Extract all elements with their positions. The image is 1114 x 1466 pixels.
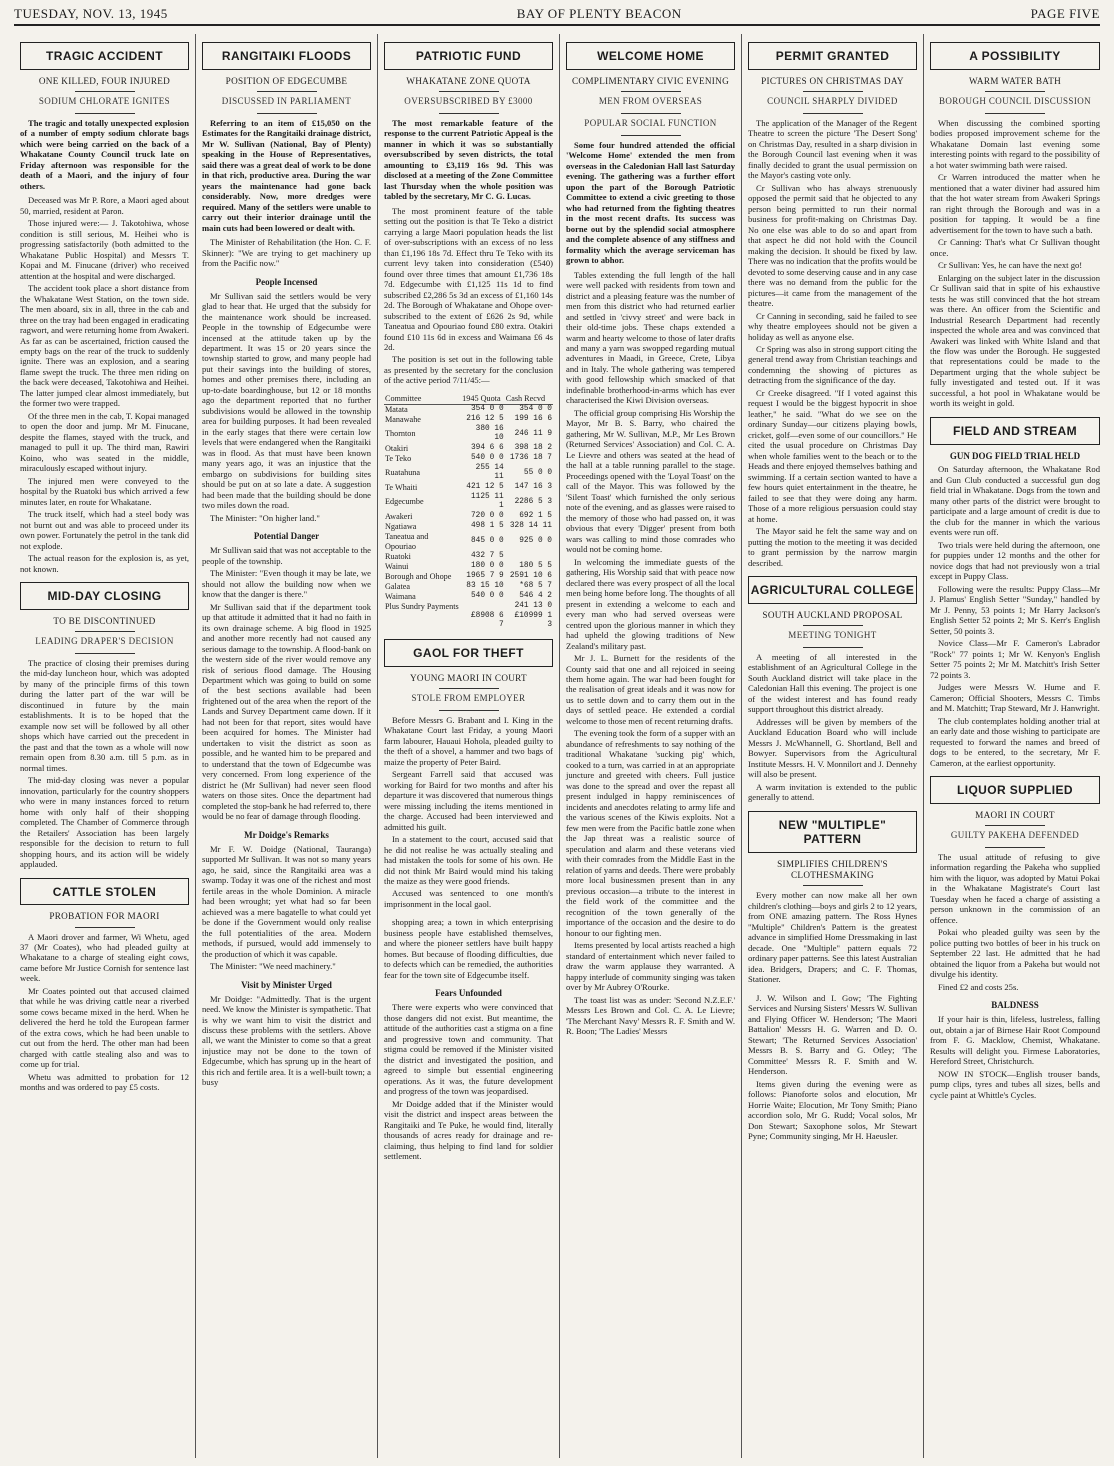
- article-headline: CATTLE STOLEN: [20, 878, 189, 906]
- article-paragraph: A warm invitation is extended to the public generally to attend.: [748, 781, 917, 803]
- table-cell: 1736 18 7: [509, 454, 552, 463]
- rule-divider: [621, 113, 681, 114]
- rule-divider: [621, 91, 681, 92]
- article: [930, 776, 1100, 992]
- article-paragraph: Items given during the evening were as follows: Pianoforte solos and elocution, Mr Horrie Waite; Elocution, Mr Tony Smith; Piano accordion solo, Mr G. Rudd; Vocal solos, Mr Don Stewart; Saxophone solos, Mr Stewart Pyne; Community singing, Mr H. Haeusler.: [748, 1078, 917, 1142]
- table-cell: Otakiri: [385, 443, 409, 453]
- issue-date: TUESDAY, NOV. 13, 1945: [14, 6, 168, 21]
- column-2: [196, 34, 378, 1458]
- article-paragraph: Before Messrs G. Brabant and I. King in the Whakatane Court last Friday, a young Maori farm labourer, Hauaui Hohola, pleaded guilty to the theft of a shovel, a hammer and two bags of maize the property of Peter Baird.: [384, 714, 553, 767]
- table-row: [384, 582, 553, 592]
- rule-divider: [985, 847, 1045, 848]
- article-paragraph: Addresses will be given by members of the Auckland Education Board who will include Messrs J. McWhannell, G. Shortland, Bell and Bowyer. Supervisors from the Agricultural Institute Messrs. H. V. Monnilort and J. Dennehy will also be present.: [748, 716, 917, 780]
- page-number: PAGE FIVE: [1030, 6, 1100, 21]
- rule-divider: [803, 625, 863, 626]
- article-headline: RANGITAIKI FLOODS: [202, 42, 371, 70]
- table-cell: Manawahe: [385, 414, 421, 424]
- article-lead: The tragic and totally unexpected explosion of a number of empty sodium chlorate bags which were being carried on the back of a Whakatane County Council truck late on Friday afternoon was responsible for the death of a Maori, and the injury of four others.: [20, 117, 189, 191]
- article: [748, 993, 917, 1142]
- article: [202, 42, 371, 269]
- article: [384, 988, 553, 1161]
- column-1: [14, 34, 196, 1458]
- rule-divider: [75, 113, 135, 114]
- table-cell: 147 16 3: [514, 483, 552, 492]
- article-paragraph: Of the three men in the cab, T. Kopai managed to open the door and jump. Mr M. Finucane, despite the flames, stayed with the truck, and managed to pull it up. The third man, Rawiri Koino, who was seated in the middle, miraculously escaped without injury.: [20, 410, 189, 474]
- article-deck: SOUTH AUCKLAND PROPOSAL: [762, 609, 903, 620]
- article-deck: COUNCIL SHARPLY DIVIDED: [767, 95, 898, 106]
- rule-divider: [439, 113, 499, 114]
- table-cell: 180 0 0: [470, 562, 504, 571]
- table-row: [384, 404, 553, 415]
- article: [930, 1000, 1100, 1100]
- table-row: [384, 454, 553, 464]
- article-deck: WHAKATANE ZONE QUOTA: [406, 75, 531, 86]
- article-paragraph: A meeting of all interested in the establishment of an Agricultural College in the South Auckland district will take place in the Caledonian Hall this evening. The project is one of the widest interest and has found ready support throughout this district already.: [748, 651, 917, 715]
- table-cell: 1965 7 9: [466, 572, 504, 581]
- table-cell: Plus Sundry Payments: [385, 601, 459, 611]
- article: [930, 42, 1100, 409]
- article-paragraph: The actual reason for the explosion is, as yet, not known.: [20, 553, 189, 574]
- newspaper-columns: [14, 34, 1106, 1458]
- article-headline: WELCOME HOME: [566, 42, 735, 70]
- article-paragraph: Cr Warren introduced the matter when he mentioned that a water diviner had assured him that the hot water stream from Awakeri Springs ran right through the Borough and was in a position for tapping. It would be a fine advertisement for the town to have such a bath.: [930, 172, 1100, 235]
- column-3: [378, 34, 560, 1458]
- rule-divider: [75, 927, 135, 928]
- table-cell: 845 0 0: [470, 537, 504, 546]
- table-cell: 328 14 11: [509, 522, 552, 531]
- article: [202, 277, 371, 524]
- article-paragraph: Cr Canning in seconding, said he failed to see why theatre employees should not be given a holiday as well as anyone else.: [748, 310, 917, 342]
- table-cell: Edgecumbe: [385, 497, 424, 507]
- article-headline: AGRICULTURAL COLLEGE: [748, 576, 917, 604]
- table-row: [384, 483, 553, 493]
- table-cell: 354 0 0: [519, 405, 552, 414]
- article-paragraph: The mid-day closing was never a popular innovation, particularly for the country shoppers who were in many instances forced to return home with only half of their shopping completed. The Chamber of Commerce through the Retailers' Association has been largely responsible for the decision to return to full shopping hours, and its action will be widely applauded.: [20, 775, 189, 870]
- article-headline: PERMIT GRANTED: [748, 42, 917, 70]
- article-paragraph: Pokai who pleaded guilty was seen by the police putting two bottles of beer in his truck on September 22 last. He admitted that he had obtained the liquor from a Pakeha but would not divulge his identity.: [930, 927, 1100, 980]
- table-cell: Ruatoki: [385, 551, 411, 561]
- article-paragraph: The accident took place a short distance from the Whakatane West Station, on the town side. The men aboard, six in all, three in the cab and three on the tray had been engaged in eradicating ragwort, and were returning home from Awakeri. As far as can be ascertained, friction caused the empty bags on the rear of the truck to suddenly ignite. There was an explosion, and a searing flame swept the truck. The three men riding on the back were deceased, Takotohiwa and Heihei. The latter jumped clear almost immediately, but the former two were trapped.: [20, 283, 189, 409]
- article-subhead: GUN DOG FIELD TRIAL HELD: [949, 450, 1081, 461]
- article-deck: PICTURES ON CHRISTMAS DAY: [761, 75, 904, 86]
- article: [384, 639, 553, 910]
- table-row: [384, 522, 553, 532]
- article-deck: BOROUGH COUNCIL DISCUSSION: [938, 95, 1092, 106]
- article-deck: MAORI IN COURT: [975, 809, 1055, 820]
- article-paragraph: Mr F. W. Doidge (National, Tauranga) supported Mr Sullivan. It was not so many years ago, he said, since the Rangitaiki area was a swamp. Today it was one of the richest and most fertile areas in the whole Dominion. A miracle had been wrought; yet what had so far been achieved was a mere bagatelle to what could yet be done if the Government would only realise the full potentialities of the area. Modern methods, if pursued, would add immensely to the production of which it was capable.: [202, 843, 371, 959]
- rule-divider: [257, 91, 317, 92]
- article-headline: LIQUOR SUPPLIED: [930, 776, 1100, 804]
- rule-divider: [985, 825, 1045, 826]
- table-cell: 720 0 0: [470, 512, 504, 521]
- article-deck: GUILTY PAKEHA DEFENDED: [950, 829, 1080, 840]
- article-paragraph: The truck itself, which had a steel body was not burnt out and was able to proceed under its own power. Fortunately the petrol in the tank did not explode.: [20, 509, 189, 551]
- table-cell: 925 0 0: [519, 537, 552, 546]
- column-5: [742, 34, 924, 1458]
- quota-table: [384, 394, 553, 631]
- article-paragraph: The injured men were conveyed to the hospital by the Ruatoki bus which arrived a few minutes later, en route for Whakatane.: [20, 475, 189, 507]
- table-cell: 255 14 11: [475, 463, 504, 482]
- article-paragraph: In a statement to the court, accused said that he did not realise he was actually stealing and had mistaken the tools for some of his own. He did not think Mr Baird would mind his taking the maize as they were good friends.: [384, 834, 553, 886]
- article-deck: TO BE DISCONTINUED: [53, 615, 156, 626]
- table-cell: [384, 612, 461, 631]
- rule-divider: [75, 91, 135, 92]
- table-cell: 1125 11 1: [470, 492, 504, 511]
- table-cell: Waimana: [385, 591, 416, 601]
- article-paragraph: Judges were Messrs W. Hume and F. Cameron; Official Shooters, Messrs C. Timbs and M. Matchitt; Trap Steward, Mr J. Hanwright.: [930, 682, 1100, 714]
- table-row: [384, 592, 553, 602]
- article-deck: WARM WATER BATH: [968, 75, 1062, 86]
- article: [384, 917, 553, 980]
- table-cell: 199 16 6: [514, 415, 552, 424]
- article-paragraph: The club contemplates holding another trial at an early date and those wishing to participate are requested to forward the names and breed of dogs to be entered, to the secretary, Mr F. Cameron, at the earliest opportunity.: [930, 715, 1100, 768]
- table-cell: Ruatahuna: [385, 468, 421, 478]
- table-cell: *68 5 7: [519, 582, 552, 591]
- table-row: [384, 493, 553, 512]
- article-paragraph: Mr J. L. Burnett for the residents of the County said that one and all rejoiced in seeing them home again. The war had been fought for the realisation of great ideals and it was now for us to settle down and to carry them out in the days of settled peace. He extended a cordial welcome to those men of recent returning drafts.: [566, 653, 735, 726]
- article-paragraph: On Saturday afternoon, the Whakatane Rod and Gun Club conducted a successful gun dog field trial in Whakatane. Dogs from the town and many other parts of the district were brought to participate and a large amount of credit is due to the club for the manner in which the various events were run off.: [930, 464, 1100, 538]
- table-cell: [505, 552, 553, 562]
- table-cell: Wainui: [385, 561, 409, 571]
- table-cell: 546 4 2: [519, 592, 552, 601]
- table-cell: Matata: [385, 404, 408, 414]
- article-paragraph: The practice of closing their premises during the mid-day luncheon hour, which was adopted by many of the principle firms of this town during the latter part of the war will be discontinued in future by the main establishments. It is to be hoped that the example now set will be followed by all other shops which have carried out the precedent in the past and that the town as a whole will now remain open from 8.30 a.m. till 5 p.m. as in normal times.: [20, 657, 189, 773]
- table-cell: 216 12 5: [466, 415, 504, 424]
- article: [748, 811, 917, 985]
- article-headline: GAOL FOR THEFT: [384, 639, 553, 667]
- column-6: [924, 34, 1106, 1458]
- article-subhead: Potential Danger: [253, 531, 320, 542]
- table-header-cell: Cash Recvd: [505, 394, 553, 405]
- article: [566, 42, 735, 1036]
- article-headline: MID-DAY CLOSING: [20, 582, 189, 610]
- rule-divider: [803, 885, 863, 886]
- article-paragraph: The most prominent feature of the table setting out the position is that Te Teko a district carrying a large Maori population heads the list of over-subscriptions with an excess of no less than £1,196 18s 7d. Effect thru Te Teko with its current levy taken into consideration (£540) found over three times that amount £1,736 18s 7d. Edgecumbe with £1,125 11s 1d to find subscribed £2,286 5s 3d an excess of £1,160 14s 2d. The Borough of Whakatane and Ohope over-subscribed to the extent of £626 2s 9d, while Taneatua and Opouriao found £80 extra. Otakiri found £10 11s 6d in excess and Waimana £6 4s 2d.: [384, 205, 553, 352]
- article-paragraph: Cr Sullivan: Yes, he can have the next go!: [938, 260, 1083, 271]
- table-row: [384, 444, 553, 454]
- table-cell: 394 6 6: [470, 444, 504, 453]
- table-cell: 398 18 2: [514, 444, 552, 453]
- table-cell: 540 0 0: [470, 454, 504, 463]
- article-deck: SODIUM CHLORATE IGNITES: [38, 95, 171, 106]
- table-cell: Ngatiawa: [385, 521, 417, 531]
- table-cell: 2286 5 3: [514, 497, 552, 506]
- article-paragraph: Mr Sullivan said that was not acceptable to the people of the township.: [202, 545, 371, 566]
- article-paragraph: Sergeant Farrell said that accused was working for Baird for two months and after his departure it was discovered that numerous things were missing including the items mentioned in the charge. Accused had been interviewed and admitted his guilt.: [384, 769, 553, 832]
- article-paragraph: Every mother can now make all her own children's clothing—boys and girls 2 to 12 years, from ONE amazing pattern. The Ross Hynes "Multiple" Children's Pattern is the greatest advance in simplified Home Dressmaking in last decade. One "Multiple" pattern equals 72 ordinary paper patterns. See this latest Australian idea. Bridgers, Drapers; and C. F. Thomas, Stationer.: [748, 890, 917, 985]
- article: [202, 830, 371, 972]
- column-4: [560, 34, 742, 1458]
- article-subhead: Fears Unfounded: [435, 988, 502, 999]
- article-deck: YOUNG MAORI IN COURT: [410, 672, 527, 683]
- article-paragraph: The Minister: "Even though it may be late, we should not allow the building now when we know that the danger is there.": [202, 568, 371, 600]
- article: [202, 531, 371, 822]
- table-cell: Thornton: [385, 429, 416, 439]
- table-row: [384, 562, 553, 572]
- article-paragraph: The Minister: "On higher land.": [210, 512, 320, 523]
- article-paragraph: If your hair is thin, lifeless, lustreless, falling out, obtain a jar of Birnese Hair Root Compound from F. G. Macklow, Chemist, Whakatane. Results will delight you. Firmese Laboratories, Hereford Street, Christchurch.: [930, 1014, 1100, 1067]
- article-deck: LEADING DRAPER'S DECISION: [35, 636, 174, 646]
- article-paragraph: Whetu was admitted to probation for 12 months and was ordered to pay £5 costs.: [20, 1071, 189, 1093]
- article-paragraph: Cr Canning: That's what Cr Sullivan thought once.: [930, 237, 1100, 258]
- article-deck: MEN FROM OVERSEAS: [598, 95, 703, 106]
- article-deck: STOLE FROM EMPLOYER: [411, 692, 526, 703]
- table-cell: 246 11 9: [514, 429, 552, 438]
- table-cell: 692 1 5: [519, 512, 552, 521]
- table-cell: 540 0 0: [470, 592, 504, 601]
- article-paragraph: Cr Creeke disagreed. "If I voted against this request I would be the biggest hypocrit in shoe leather," he said. "What do we see on the ordinary Sunday—our citizens playing bowls, cricket, golf—even some of our councillors." He cited the usual procedure on Christmas Day when whole families went to the beach or to the Heads and there enjoyed themselves bathing and swimming. If a certain section wanted to have a few hours quiet entertainment in the theatre, he failed to see that they were doing any harm. Those of a more religious persuasion could stay at home.: [748, 387, 917, 524]
- article-deck: DISCUSSED IN PARLIAMENT: [221, 95, 352, 106]
- table-row: [384, 532, 553, 552]
- article-subhead: BALDNESS: [991, 1000, 1039, 1011]
- rule-divider: [439, 710, 499, 711]
- article: [20, 878, 189, 1093]
- article-paragraph: Enlarging on the subject later in the discussion Cr Sullivan said that in spite of his exhaustive tests he was still convinced that the hot stream was there. An officer from the Scientific and Industrial Research Department had recently inspected the whole area and was convinced that Awakeri was linked with White Island and that the flow was under the Borough. He suggested that representations could be made to the Department urging that the whole subject be fully investigated and tested out. If it was successful, a hot pool in Whakatane would be worth its weight in gold.: [930, 272, 1100, 409]
- article-deck: PROBATION FOR MAORI: [49, 911, 160, 922]
- article-headline: NEW "MULTIPLE" PATTERN: [748, 811, 917, 853]
- article-paragraph: The toast list was as under: 'Second N.Z.E.F.' Messrs Les Brown and Col. C. A. Le Lievre; 'The Merchant Navy' Messrs R. F. Smith and W. R. Boon; 'The Ladies' Messrs: [566, 994, 735, 1036]
- table-row: [384, 572, 553, 582]
- article-paragraph: Accused was sentenced to one month's imprisonment in the local gaol.: [384, 888, 553, 909]
- article: [20, 582, 189, 870]
- table-cell: 421 12 5: [466, 483, 504, 492]
- table-row: [384, 425, 553, 444]
- table-row: [384, 602, 553, 612]
- article-paragraph: Those injured were:— J. Takotohiwa, whose condition is still serious, M. Heihei who is progressing satisfactorily (both admitted to the Whakatane Public Hospital) and Messrs T. Kopai and M. Finucane (driver) who received attention at the hospital and were discharged.: [20, 218, 189, 281]
- rule-divider: [439, 688, 499, 689]
- table-cell: Galatea: [385, 581, 410, 591]
- article: [202, 980, 371, 1088]
- rule-divider: [803, 113, 863, 114]
- article-deck: POSITION OF EDGECUMBE: [225, 75, 348, 86]
- table-cell: Borough and Ohope: [385, 571, 452, 581]
- paper-name: BAY OF PLENTY BEACON: [516, 6, 682, 21]
- article-paragraph: The position is set out in the following table as presented by the secretary for the conclusion of the active period 7/11/45:—: [384, 354, 553, 386]
- article-headline: TRAGIC ACCIDENT: [20, 42, 189, 70]
- article-deck: POPULAR SOCIAL FUNCTION: [584, 117, 717, 128]
- article-paragraph: A Maori drover and farmer, Wi Whetu, aged 37 (Mr Coates), who had pleaded guilty at Whakatane to a charge of stealing eight cows, came before Mr Justice Cornish for sentence last week.: [20, 931, 189, 984]
- article-paragraph: NOW IN STOCK—English trouser bands, pump clips, tyres and tubes all sizes, bells and cycle paint at Whittle's Cycles.: [930, 1068, 1100, 1100]
- article-subhead: People Incensed: [255, 276, 318, 287]
- article-paragraph: The evening took the form of a supper with an abundance of refreshments to say nothing of the traditional Whakatane 'sucking pig' which, cooked to a turn, was carried in at an appropriate juncture and greeted with cheers. Full justice was done to the spread and over the repast all present indulged in happy reminiscences of incidents and anecdotes relating to army life and the various scenes of the Kiwis exploits. Not a few men were from the Pacific battle zone when the Jap threat was a realistic source of speculation and alarm and these veterans vied with their comrades from the Middle East in the relation of yarns and deeds. There were probably more local businessmen present than in any previous occasion—a tribute to the interest in the field work of the committee and the recognition of the town generally of the importance of the occasion and the desire to do honour to our fighting men.: [566, 728, 735, 938]
- article: [748, 576, 917, 803]
- article: [20, 42, 189, 574]
- article-headline: FIELD AND STREAM: [930, 417, 1100, 445]
- table-cell: Te Whaiti: [385, 482, 418, 492]
- article-headline: A POSSIBILITY: [930, 42, 1100, 70]
- table-cell: £10999 1 3: [514, 611, 552, 630]
- article-deck: ONE KILLED, FOUR INJURED: [38, 75, 171, 86]
- article-paragraph: Items presented by local artists reached a high standard of entertainment which never failed to draw the warm applause they warranted. A happy interlude of community singing was taken over by Mr Aubrey O'Rourke.: [566, 940, 735, 993]
- table-row: [384, 415, 553, 425]
- article-paragraph: The Minister: "We need machinery.": [210, 961, 336, 972]
- table-cell: [461, 602, 505, 612]
- rule-divider: [803, 91, 863, 92]
- article-paragraph: The official group comprising His Worship the Mayor, Mr B. S. Barry, who chaired the gathering, Mr W. Sullivan, M.P., Mr Les Brown (Returned Services' Association) and Col. C. A. Le Lievre and others was seated at the head of the hall at a table running parallel to the stage. Proceedings opened with the 'Loyal Toast' on the call of the Mayor. This was followed by the 'Silent Toast' which furnished the only serious note of the evening, and as glasses were raised to the memory of those who had passed on, it was obvious that every 'Digger' present from both wars was calling to mind those comrades who would not be coming home.: [566, 407, 735, 555]
- table-header-row: [384, 394, 553, 405]
- table-cell: Taneatua and Opouriao: [385, 531, 429, 551]
- rule-divider: [985, 91, 1045, 92]
- table-cell: 432 7 5: [470, 552, 504, 561]
- table-row: [384, 612, 553, 631]
- article-lead: Referring to an item of £15,050 on the Estimates for the Rangitaiki drainage district, Mr W. Sullivan (National, Bay of Plenty) speaking in the House of Representatives, said there was a great deal of work to be done in that rich, productive area. During the war years the maintenance had gone back considerably. Now, more dredges were required. Many of the settlers were unable to carry out their interior drainage until the main cuts had been lowered or dealt with.: [202, 117, 371, 233]
- article-paragraph: The application of the Manager of the Regent Theatre to screen the picture 'The Desert Song' on Christmas Day, resulted in a sharp division in the Borough Council last evening when it was finally decided to grant the usual permission on the Mayor's casting vote only.: [748, 117, 917, 181]
- rule-divider: [803, 647, 863, 648]
- article-subhead: Visit by Minister Urged: [241, 979, 332, 990]
- article-paragraph: Two trials were held during the afternoon, one for puppies under 12 months and the other for novice dogs that had not previously won a trial except in Puppy Class.: [930, 539, 1100, 582]
- rule-divider: [439, 91, 499, 92]
- article-paragraph: J. W. Wilson and I. Gow; 'The Fighting Services and Nursing Sisters' Messrs W. Sullivan and Flying Officer W. Henderson; 'The Maori Battalion' Messrs H. G. Warren and D. O. Stewart; 'The Returned Services Association' Messrs B. S. Barry and G. Otley; 'The Committee' Messrs R. F. Smith and W. Henderson.: [748, 992, 917, 1077]
- article-subhead: Mr Doidge's Remarks: [244, 829, 329, 840]
- article: [930, 417, 1100, 768]
- table-cell: 2591 10 6: [509, 572, 552, 581]
- article-deck: OVERSUBSCRIBED BY £3000: [404, 95, 533, 106]
- table-header-cell: Committee: [384, 394, 461, 405]
- article-paragraph: Mr Coates pointed out that accused claimed that while he was driving cattle near a riverbed some cows became mixed in the herd. When he delivered the herd he told the European farmer of the extra cows, which he had been unable to cut out from the herd. The other man had been charged with cattle stealing also and was to come up for trial.: [20, 985, 189, 1070]
- article-paragraph: shopping area; a town in which enterprising business people have established themselves, and where the pioneer settlers have built happy homes. But because of flooding difficulties, due to defects which can be remedied, the authorities fear for the town site of Edgecumbe itself.: [384, 917, 553, 980]
- article: [384, 42, 553, 386]
- table-cell: 180 5 5: [519, 562, 552, 571]
- table-row: [384, 552, 553, 562]
- article-paragraph: Tables extending the full length of the hall were well packed with residents from town and district and a pleasing feature was the number of men from this district who had returned earlier and settled in 'civvy street' and were back in their old-time jobs. These chaps extended a warm and hearty welcome to those of later drafts and many a yarn was swopped regarding mutual adventures in Maadi, in Greece, Crete, Libya and in Italy. The whole gathering was tempered with good fellowship which smacked of that indefinable brotherhood-in-arms which has ever characterised the Kiwi Division overseas.: [566, 269, 735, 406]
- article-paragraph: Mr Doidge: "Admittedly. That is the urgent need. We know the Minister is sympathetic. That is why we want him to visit the district and discuss these problems with the settlers. Above all, we want the Minister to come so that a great injustice may not be done to the town of Edgecumbe, which has sprung up in the heart of this rich and fertile area. It is a well-built town; a busy: [202, 993, 371, 1088]
- table-header-cell: 1945 Quota: [461, 394, 505, 405]
- article-lead: The most remarkable feature of the response to the current Patriotic Appeal is the manner in which it was so substantially oversubscribed by seven districts, the total amounting to £3,119 16s 9d. This was disclosed at a meeting of the Zone Committee last Thursday when the whole position was tabled by the secretary, Mr C. G. Lucas.: [384, 117, 553, 202]
- rule-divider: [985, 113, 1045, 114]
- article-deck: SIMPLIFIES CHILDREN'S CLOTHESMAKING: [777, 859, 888, 881]
- rule-divider: [75, 631, 135, 632]
- article-paragraph: In welcoming the immediate guests of the gathering, His Worship said that with peace now declared there was every prospect of all the local men being home before long. The thoughts of all present in extending a welcome to each and every man who had served overseas were centred upon the glorious manner in which they had upheld the glowing traditions of New Zealand's military past.: [566, 556, 735, 651]
- article-paragraph: Mr Sullivan said that if the department took up that attitude it admitted that it had no faith in its own drainage scheme. A big flood in 1925 and another more recently had not caused any serious damage to the township. A flood-bank on the western side of the river would remove any risk of serious flood damage. The Housing Department which was going to build on some of the best sections available had been frightened out of the area when the report of the Lands and Survey Department came down. If it had not been for that report, sites would have been acquired for homes. The Minister had undertaken to visit the district as soon as possible, and he wanted him to be prepared and to understand that the town of Edgecumbe was very concerned. From long experience of the district he (Mr Sullivan) had never seen flood waters on those sites. Once the department had completed the stop-bank he had referred to, there would be no fear of damage through flooding.: [202, 601, 371, 822]
- article-paragraph: Mr Doidge added that if the Minister would visit the district and inspect areas between the Rangitaiki and Te Puke, he would find, literally thousands of acres ready for drainage and re-claiming, thus helping to find land for soldier settlement.: [384, 1098, 553, 1162]
- table-row: [384, 512, 553, 522]
- table-cell: Te Teko: [385, 453, 412, 463]
- rule-divider: [257, 113, 317, 114]
- table-cell: 241 13 0: [514, 602, 552, 611]
- article-headline: PATRIOTIC FUND: [384, 42, 553, 70]
- article-paragraph: Fined £2 and costs 25s.: [938, 981, 1019, 992]
- table-cell: 380 16 10: [475, 424, 504, 443]
- masthead: [14, 4, 1100, 26]
- rule-divider: [75, 653, 135, 654]
- article-paragraph: There were experts who were convinced that those dangers did not exist. But meantime, the attitude of the authorities cast a stigma on a fine and progressive town and community. That stigma could be removed if the Minister visited the district and investigated the position, and agreed to simple but essential engineering operations. As it was, the future development and progress of the town was jeopardised.: [384, 1002, 553, 1097]
- article-paragraph: Deceased was Mr P. Rore, a Maori aged about 50, married, resident at Paron.: [20, 195, 189, 216]
- article-paragraph: When discussing the combined sporting bodies proposed improvement scheme for the Whakatane Domain last evening some interesting points with regard to the possibility of a hot water swimming bath were raised.: [930, 117, 1100, 170]
- rule-divider: [621, 135, 681, 136]
- article-paragraph: The Mayor said he felt the same way and on putting the motion to the meeting it was decided to grant permission by the narrow margin described.: [748, 526, 917, 568]
- article-paragraph: The Minister of Rehabilitation (the Hon. C. F. Skinner): "We are trying to get machinery up from the Pacific now.": [202, 237, 371, 269]
- table-cell: 354 0 0: [470, 405, 504, 414]
- table-cell: 498 1 5: [470, 522, 504, 531]
- article-paragraph: Cr Sullivan who has always strenuously opposed the permit said that he objected to any person being permitted to run their normal business for profit-making on Christmas Day. No one else was able to do so and apart from that aspect he did not hold with the Council making the decision. It should be fixed by law. There was no indication that the profits would be devoted to some deserving cause and in any case there was no demand from the public for the pictures—it came from the management of the theatre.: [748, 182, 917, 309]
- table-cell: Awakeri: [385, 511, 413, 521]
- table-cell: £8908 6 7: [470, 611, 504, 630]
- article-paragraph: Following were the results: Puppy Class—Mr J. Plamus' English Setter "Sunday," handled by Mr J. Penny, 53 points 1; Mr Harry Jackson's English Setter 52 points 2; Mr S. Kerr's English Setter, 50 points 3.: [930, 583, 1100, 636]
- article-paragraph: Mr Sullivan said the settlers would be very glad to hear that. He urged that the subsidy for the maintenance work should be increased. People in the township of Edgecumbe were incensed at the attitude taken up by the department. It was 15 or 20 years since the township started to grow, and many people had put their savings into the building of stores, homes and other premises there, including an up-to-date boardinghouse, but 12 or 18 months ago the department reported that no further subdivisions would be allowed in the township area for building purposes. It had been revealed in the early stages that there were certain low levels that were endangered when the Rangitaiki was in flood. As that must have been known many years ago, it was an injustice that the embargo on subdivisions for building sites should be put on at so late a date. A suggestion had been made that the building should be done two miles down the road.: [202, 290, 371, 511]
- article-paragraph: The usual attitude of refusing to give information regarding the Pakeha who supplied him with the liquor, was adopted by Matui Pokai in the Whakatane Magistrate's Court last Tuesday when he faced a charge of assisting a person unknown in the commission of an offence.: [930, 851, 1100, 925]
- article: [748, 42, 917, 568]
- article-lead: Some four hundred attended the official 'Welcome Home' extended the men from overseas in the Caledonian Hall last Saturday evening. The gathering was a further effort upon the part of the Borough Patriotic Committee to extend a civic greeting to those who had returned from the fighting theatres in the most recent drafts. Its success was borne out by the splendid social atmosphere and the complete absence of any stiffness and formality which the average serviceman has grown to abhor.: [566, 139, 735, 266]
- table-cell: 83 15 10: [466, 582, 504, 591]
- table-row: [384, 464, 553, 483]
- article-paragraph: Cr Spring was also in strong support citing the general trend away from Christian teachings and condemning the showing of pictures as detracting from the significance of the day.: [748, 343, 917, 386]
- table-cell: 55 0 0: [523, 468, 552, 477]
- article-paragraph: Novice Class—Mr F. Cameron's Labrador "Rock" 77 points 1; Mr W. Kenyon's English Setter 75 points 2; Mr M. Matchitt's Irish Setter 72 points 3.: [930, 638, 1100, 680]
- article-deck: COMPLIMENTARY CIVIC EVENING: [571, 75, 730, 86]
- article-deck: MEETING TONIGHT: [788, 630, 877, 640]
